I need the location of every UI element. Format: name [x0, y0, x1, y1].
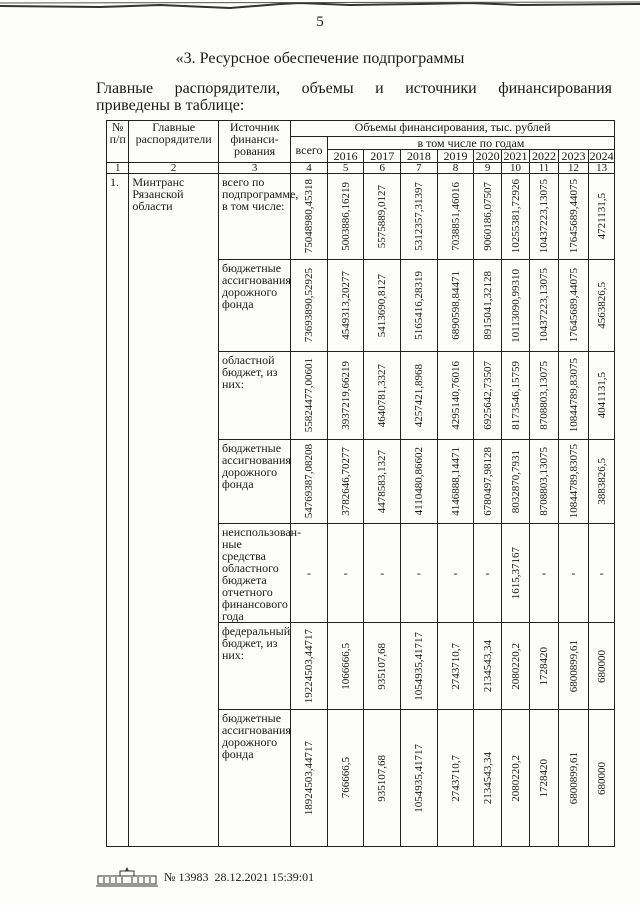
- funding-source: федеральный бюджет, из них:: [218, 623, 290, 710]
- value-cell: [474, 174, 501, 260]
- value-cell-empty: -: [291, 524, 328, 623]
- document-footer: [96, 866, 314, 888]
- value-text: 4110480,86602: [412, 447, 425, 516]
- intro-paragraph-line1: Главные распорядители, объемы и источники финансирования: [96, 80, 612, 97]
- funding-source: бюджетные ассигнования дорожного фонда: [218, 440, 290, 524]
- footer-datetime: 28.12.2021 15:39:01: [214, 869, 315, 884]
- value-text: 3782646,70277: [339, 447, 352, 516]
- value-cell: [364, 710, 401, 847]
- column-number: 5: [327, 163, 364, 174]
- column-number: 12: [558, 163, 589, 174]
- value-text: 5312357,31397: [412, 182, 425, 251]
- value-cell: [364, 440, 401, 524]
- value-cell: [364, 623, 401, 710]
- value-text: 3937219,66219: [339, 361, 352, 430]
- column-number: 3: [218, 163, 290, 174]
- value-cell: [474, 260, 501, 352]
- value-text: 4146888,14471: [449, 447, 462, 516]
- value-cell: [558, 174, 589, 260]
- value-cell: [501, 260, 529, 352]
- value-cell: [364, 352, 401, 440]
- value-text: 9060186,07507: [481, 182, 494, 251]
- header-by-years: в том числе по годам: [327, 137, 614, 150]
- value-cell: [437, 623, 474, 710]
- value-cell: [530, 260, 558, 352]
- value-cell-empty: -: [401, 524, 438, 623]
- value-cell: [589, 710, 615, 847]
- value-text: 7038851,46016: [449, 182, 462, 251]
- scan-edge-artifact: [0, 0, 640, 14]
- column-number: 10: [501, 163, 529, 174]
- value-text: 4478583,1327: [376, 449, 389, 514]
- column-number: 7: [401, 163, 438, 174]
- header-volumes: Объемы финансирования, тыс. рублей: [291, 121, 615, 137]
- value-cell: [474, 352, 501, 440]
- value-text: 6800899,61: [567, 639, 580, 693]
- value-cell: [530, 710, 558, 847]
- header-year-2019: 2019: [437, 150, 474, 163]
- value-text: 2134543,34: [481, 639, 494, 693]
- value-text: 17645689,44075: [567, 179, 580, 254]
- value-text: 17645689,44075: [567, 268, 580, 343]
- value-cell: [530, 440, 558, 524]
- value-text: 3883826,5: [595, 458, 608, 505]
- value-text: 55824477,00601: [303, 358, 316, 433]
- value-cell: [327, 352, 364, 440]
- column-number: 9: [474, 163, 501, 174]
- value-cell: [327, 174, 364, 260]
- value-text: 6925642,73507: [481, 361, 494, 430]
- value-text: 4563826,5: [595, 282, 608, 329]
- value-text: 1615,37167: [509, 546, 522, 600]
- value-cell: [589, 440, 615, 524]
- value-cell: [501, 710, 529, 847]
- value-text: 8708803,13075: [538, 447, 551, 516]
- header-year-2018: 2018: [401, 150, 438, 163]
- value-cell: [364, 174, 401, 260]
- value-text: 8915041,32128: [481, 271, 494, 340]
- financing-table: [106, 120, 615, 847]
- value-cell: [558, 623, 589, 710]
- value-cell: [501, 623, 529, 710]
- value-cell: [401, 174, 438, 260]
- value-cell: [291, 440, 328, 524]
- value-text: 18924503,44717: [303, 740, 316, 816]
- column-number: 11: [530, 163, 558, 174]
- value-text: 935107,68: [376, 754, 389, 802]
- value-text: 680000: [595, 761, 608, 795]
- value-text: 935107,68: [376, 642, 389, 690]
- value-text: 2080220,2: [509, 642, 522, 690]
- value-cell: [589, 623, 615, 710]
- value-text: 4295140,76016: [449, 361, 462, 430]
- value-cell: [589, 352, 615, 440]
- value-cell: [474, 440, 501, 524]
- value-text: 5575889,0127: [376, 184, 389, 249]
- value-text: 680000: [595, 649, 608, 683]
- value-text: 5413690,8127: [376, 273, 389, 338]
- value-text: 4257421,8968: [412, 363, 425, 428]
- header-total: всего: [291, 137, 328, 163]
- value-cell: [327, 623, 364, 710]
- value-cell: [327, 710, 364, 847]
- value-cell: [474, 623, 501, 710]
- value-cell: [501, 352, 529, 440]
- funding-source: неиспользован-ные средства областного бюджета отчетного финансового года: [218, 524, 290, 623]
- value-text: 10255381,72926: [509, 179, 522, 254]
- row-number: 1.: [107, 174, 129, 847]
- value-text: 10113090,99310: [509, 268, 522, 343]
- value-text: 4041131,5: [595, 372, 608, 419]
- header-num: № п/п: [107, 121, 129, 163]
- value-cell: [530, 174, 558, 260]
- header-year-2020: 2020: [475, 149, 500, 163]
- value-cell-empty: -: [364, 524, 401, 623]
- column-number: 8: [437, 163, 474, 174]
- value-cell: [291, 710, 328, 847]
- column-number: 2: [129, 163, 219, 174]
- header-year-2022: 2022: [530, 150, 558, 163]
- value-cell: [437, 352, 474, 440]
- value-cell-empty: -: [589, 524, 615, 623]
- value-cell: [474, 710, 501, 847]
- manager-name: Минтранс Рязанской области: [129, 174, 219, 847]
- value-cell: [401, 623, 438, 710]
- value-text: 10437223,13075: [538, 179, 551, 254]
- value-text: 6800899,61: [567, 751, 580, 805]
- value-text: 19224503,44717: [303, 628, 316, 704]
- value-text: 1066666,5: [339, 642, 352, 690]
- value-cell: [558, 352, 589, 440]
- value-text: 2134543,34: [481, 751, 494, 805]
- value-text: 1054935,41717: [412, 743, 425, 813]
- value-text: 1728420: [538, 646, 551, 686]
- header-year-2017: 2017: [364, 150, 401, 163]
- value-text: 6780497,98128: [481, 447, 494, 516]
- value-cell-empty: -: [558, 524, 589, 623]
- value-cell: [558, 440, 589, 524]
- value-text: 1728420: [538, 758, 551, 798]
- value-text: 4721131,5: [595, 193, 608, 240]
- header-year-2016: 2016: [327, 150, 364, 163]
- page-number: 5: [316, 14, 324, 30]
- value-text: 6890598,84471: [449, 271, 462, 340]
- value-cell: [401, 352, 438, 440]
- funding-source: бюджетные ассигнования дорожного фонда: [218, 710, 290, 847]
- column-number: 4: [291, 163, 328, 174]
- building-stamp-icon: [96, 866, 158, 888]
- header-year-2023: 2023: [558, 150, 589, 163]
- value-cell: [291, 260, 328, 352]
- value-cell: [589, 174, 615, 260]
- footer-doc-number: № 13983: [164, 869, 209, 884]
- value-cell: [501, 174, 529, 260]
- value-cell: [437, 710, 474, 847]
- value-text: 54769387,08208: [303, 444, 316, 519]
- funding-source: областной бюджет, из них:: [218, 352, 290, 440]
- value-cell-empty: -: [474, 524, 501, 623]
- value-text: 8173546,15759: [509, 361, 522, 430]
- value-text: 75048980,45318: [303, 179, 316, 254]
- value-text: 8708803,13075: [538, 361, 551, 430]
- header-managers: Главные распорядители: [129, 121, 219, 163]
- value-text: 4640781,3327: [376, 363, 389, 428]
- value-text: 1054935,41717: [412, 631, 425, 701]
- value-cell: [291, 352, 328, 440]
- value-cell: [364, 260, 401, 352]
- value-cell: [501, 440, 529, 524]
- value-cell: [401, 710, 438, 847]
- value-cell: [589, 260, 615, 352]
- value-cell: [530, 623, 558, 710]
- header-year-2021: 2021: [501, 150, 529, 163]
- value-cell: [401, 260, 438, 352]
- value-cell: [291, 623, 328, 710]
- funding-source: бюджетные ассигнования дорожного фонда: [218, 260, 290, 352]
- value-cell: [437, 440, 474, 524]
- value-text: 10844789,83075: [567, 358, 580, 433]
- value-cell: [558, 260, 589, 352]
- value-cell: [437, 260, 474, 352]
- value-cell-empty: -: [437, 524, 474, 623]
- value-cell: [501, 524, 529, 623]
- value-text: 10844789,83075: [567, 444, 580, 519]
- value-cell: [401, 440, 438, 524]
- column-number: 13: [589, 163, 615, 174]
- value-text: 2080220,2: [509, 754, 522, 802]
- value-text: 5003886,16219: [339, 182, 352, 251]
- value-cell: [327, 260, 364, 352]
- funding-source: всего по подпрограмме, в том числе:: [218, 174, 290, 260]
- value-cell-empty: -: [530, 524, 558, 623]
- value-text: 766666,5: [339, 757, 352, 799]
- table-row: [107, 174, 615, 260]
- value-text: 2743710,7: [449, 642, 462, 690]
- column-number: 6: [364, 163, 401, 174]
- value-text: 2743710,7: [449, 754, 462, 802]
- intro-paragraph-line2: приведены в таблице:: [96, 97, 245, 114]
- value-text: 5165416,28319: [412, 271, 425, 340]
- header-year-2024: 2024: [589, 149, 614, 163]
- column-number: 1: [107, 163, 129, 174]
- value-cell: [530, 352, 558, 440]
- value-text: 10437223,13075: [538, 268, 551, 343]
- value-cell: [558, 710, 589, 847]
- value-cell: [437, 174, 474, 260]
- value-cell-empty: -: [327, 524, 364, 623]
- value-text: 4549313,20277: [339, 271, 352, 340]
- header-source: Источник финанси-рования: [218, 121, 290, 163]
- value-cell: [327, 440, 364, 524]
- value-text: 8032870,7931: [509, 449, 522, 514]
- section-title: «3. Ресурсное обеспечение подпрограммы: [175, 50, 465, 67]
- value-text: 73693890,52925: [303, 268, 316, 343]
